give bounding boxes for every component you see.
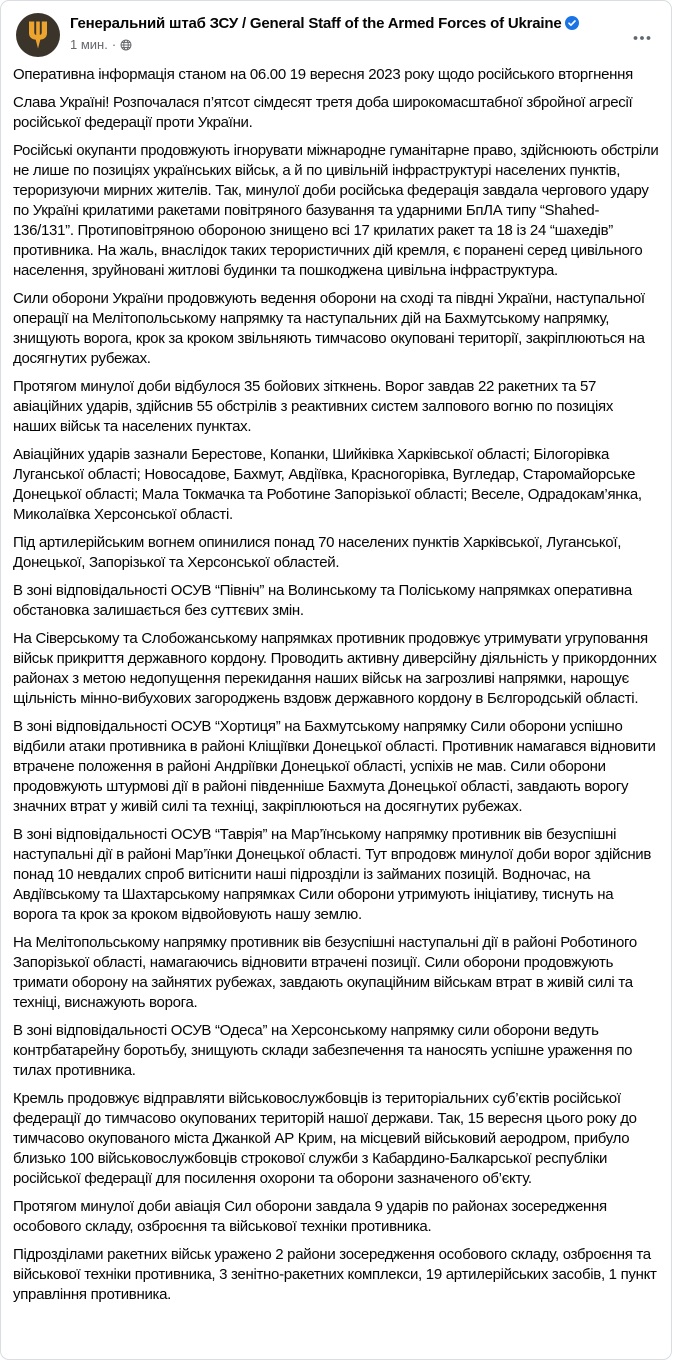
post-content	[1, 61, 671, 1321]
ukraine-trident-icon	[26, 20, 50, 50]
author-name-row	[70, 14, 579, 34]
timestamp-link[interactable]: 1 мин.	[70, 37, 108, 52]
post-paragraph: Сили оборони України продовжують ведення оборони на сході та півдні України, наступальної операції на Мелітопольському напрямку та наступальних дій на Бахмутському напрямку, знищують ворога, крок за кроком звільняють тимчасово окуповані території, закріплюються на досягнутих рубежах.	[13, 290, 645, 367]
post-paragraph: Оперативна інформація станом на 06.00 19 вересня 2023 року щодо російського вторгнення	[13, 66, 633, 83]
post-paragraph: Під артилерійським вогнем опинилися понад 70 населених пунктів Харківської, Луганської, Донецької, Запорізької та Херсонської областей.	[13, 534, 622, 571]
more-options-button[interactable]	[625, 21, 659, 55]
post-header	[1, 1, 671, 61]
post-paragraph: Кремль продовжує відправляти військовослужбовців із територіальних суб’єктів російської федерації до тимчасово окупованих територій нашої держави. Так, 15 вересня цього року до тимчасово окупованого міста Джанкой АР Крим, на місцевий військовий аеродром, прибуло близько 100 військовослужбовців строкової служби з Кабардино-Балкарської республіки російської федерації для посилення охорони та оборони зазначеного об’єкту.	[13, 1090, 637, 1187]
ellipsis-icon	[632, 28, 652, 48]
globe-icon	[120, 39, 132, 51]
post-paragraph: На Сіверському та Слобожанському напрямках противник продовжує утримувати угруповання військ прикриття державного кордону. Проводить активну диверсійну діяльність у прикордонних районах з метою недопущення перекидання наших військ на загрозливі напрямки, нарощує щільність мінно-вибухових загороджень вздовж державного кордону в Бєлгородській області.	[13, 630, 657, 707]
post-paragraph: В зоні відповідальності ОСУВ “Одеса” на Херсонському напрямку сили оборони ведуть контрбатарейну боротьбу, знищують склади забезпечення та наносять успішне ураження по тилах противника.	[13, 1022, 633, 1079]
post-paragraph: Протягом минулої доби авіація Сил оборони завдала 9 ударів по районах зосередження особового складу, озброєння та військової техніки противника.	[13, 1198, 607, 1235]
post-paragraph: На Мелітопольському напрямку противник вів безуспішні наступальні дії в районі Роботиного Запорізької області, намагаючись відновити втрачені позиції. Сили оборони продовжують тримати оборону на зайнятих рубежах, завдають окупаційним військам втрат в живій силі та техніці, виснажують ворога.	[13, 934, 637, 1011]
post-paragraph: В зоні відповідальності ОСУВ “Хортиця” на Бахмутському напрямку Сили оборони успішно відбили атаки противника в районі Кліщіївки Донецької області. Противник намагався відновити втрачене положення в районі Андріївки Донецької області, успіхів не мав. Сили оборони продовжують штурмові дії в районі південніше Бахмута Донецької області, завдають ворогу значних втрат у живій силі та техніці, закріплюються на досягнутих рубежах.	[13, 718, 656, 815]
post-paragraph: Підрозділами ракетних військ уражено 2 райони зосередження особового складу, озброєння та військової техніки противника, 3 зенітно-ракетних комплекси, 19 артилерійських засобів, 1 пункт управління противника.	[13, 1246, 657, 1303]
post-paragraph: Російські окупанти продовжують ігнорувати міжнародне гуманітарне право, здійснюють обстріли не лише по позиціях українських військ, а й по цивільній інфраструктурі населених пунктів, тероризуючи мирних жителів. Так, минулої доби російська федерація завдала чергового удару по Україні крилатими ракетами повітряного базування та ударними БпЛА типу “Shahed-136/131”. Протиповітряною обороною знищено всі 17 крилатих ракет та 18 із 24 “шахедів” противника. На жаль, внаслідок таких терористичних дій кремля, є поранені серед цивільного населення, зруйновані житлові будинки та пошкоджена цивільна інфраструктура.	[13, 142, 659, 279]
post-paragraph: Авіаційних ударів зазнали Берестове, Копанки, Шийківка Харківської області; Білогорівка Луганської області; Новосадове, Бахмут, Авдіївка, Красногорівка, Вугледар, Старомайорське Донецької області; Мала Токмачка та Роботине Запорізької області; Веселе, Одрадокам’янка, Миколаївка Херсонської області.	[13, 446, 642, 523]
verified-badge-icon	[565, 16, 579, 30]
avatar[interactable]	[16, 13, 60, 57]
author-name-link[interactable]: Генеральний штаб ЗСУ / General Staff of the Armed Forces of Ukraine	[70, 15, 562, 32]
post-paragraph: Протягом минулої доби відбулося 35 бойових зіткнень. Ворог завдав 22 ракетних та 57 авіаційних ударів, здійснив 55 обстрілів з реактивних систем залпового вогню по позиціях наших військ та населених пунктах.	[13, 378, 614, 435]
post-meta-row	[70, 37, 579, 53]
post-paragraph: В зоні відповідальності ОСУВ “Таврія” на Мар’їнському напрямку противник вів безуспішні наступальні дії в районі Мар’їнки Донецької області. Тут впродовж минулої доби ворог здійснив понад 10 невдалих спроб витіснити наші підрозділи із займаних позицій. Водночас, на Авдіївському та Шахтарському напрямках Сили оборони утримують ініціативу, тиснуть на ворога та крок за кроком відвойовують нашу землю.	[13, 826, 652, 923]
post-paragraph: Слава Україні! Розпочалася п’ятсот сімдесят третя доба широкомасштабної збройної агресії російської федерації проти України.	[13, 94, 633, 131]
meta-separator: ·	[111, 37, 117, 52]
post-paragraph: В зоні відповідальності ОСУВ “Північ” на Волинському та Поліському напрямках оперативна обстановка залишається без суттєвих змін.	[13, 582, 632, 619]
post-header-meta	[70, 13, 579, 53]
